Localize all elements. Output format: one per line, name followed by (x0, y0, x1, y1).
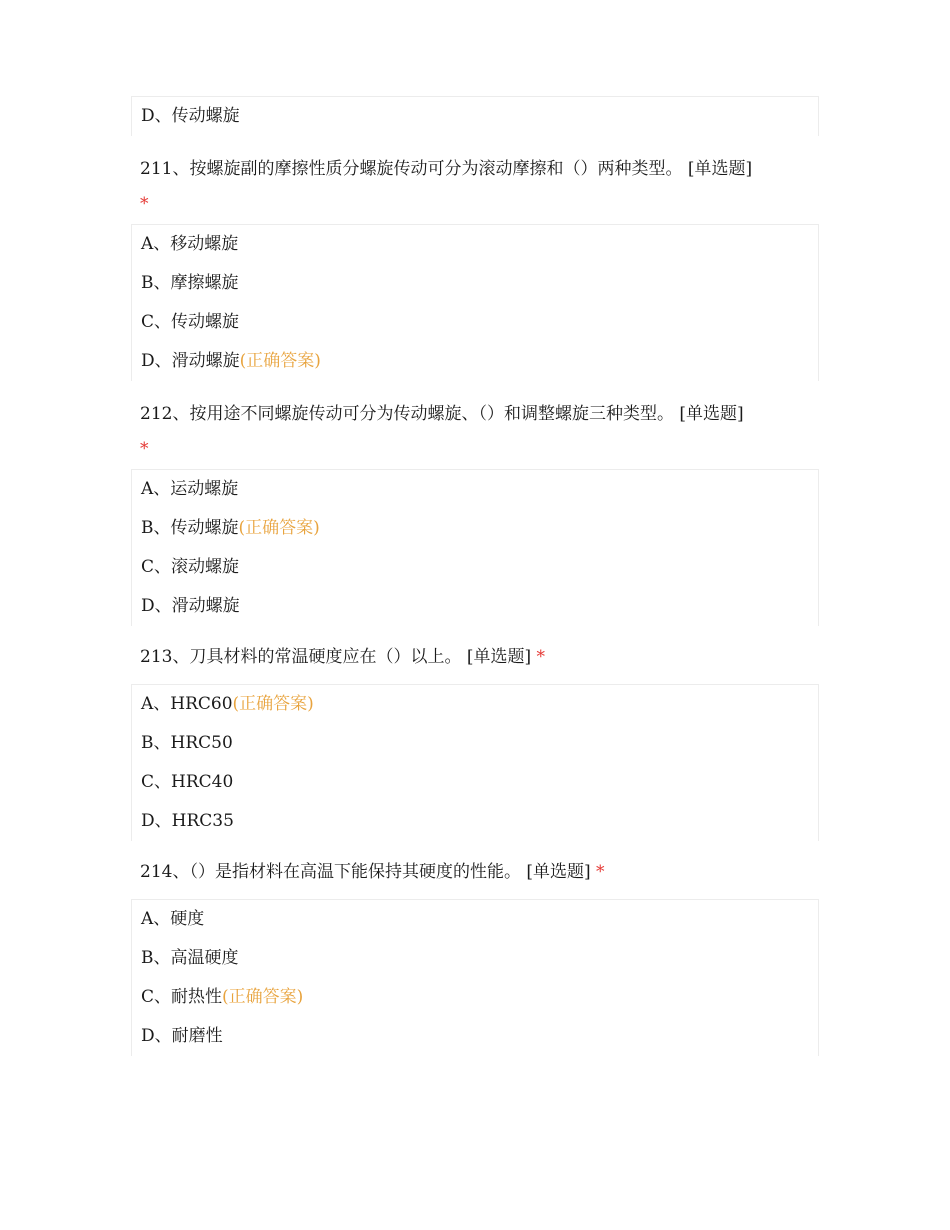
required-marker: * (596, 862, 605, 882)
options-box-214 (131, 899, 819, 1056)
option-label: D、滑动螺旋 (141, 596, 240, 616)
question-212 (131, 381, 819, 469)
option-label: B、高温硬度 (141, 948, 239, 968)
question-214 (131, 841, 819, 899)
option-212-a[interactable] (141, 470, 818, 509)
option-label: B、摩擦螺旋 (141, 273, 239, 293)
question-211 (131, 136, 819, 224)
options-box-213 (131, 684, 819, 841)
option-214-b[interactable] (141, 939, 818, 978)
option-label: C、HRC40 (141, 772, 234, 792)
correct-answer-tag: (正确答案) (222, 987, 304, 1007)
option-212-d[interactable] (141, 587, 818, 626)
option-212-b[interactable] (141, 509, 818, 548)
question-text: 211、按螺旋副的摩擦性质分螺旋传动可分为滚动摩擦和（）两种类型。 [单选题] (140, 159, 753, 179)
correct-answer-tag: (正确答案) (239, 351, 321, 371)
option-211-a[interactable] (141, 225, 818, 264)
option-212-c[interactable] (141, 548, 818, 587)
option-label: A、移动螺旋 (141, 234, 239, 254)
option-211-b[interactable] (141, 264, 818, 303)
option-213-d[interactable] (141, 802, 818, 841)
option-214-a[interactable] (141, 900, 818, 939)
question-213 (131, 626, 819, 684)
option-label: A、HRC60 (141, 694, 233, 714)
option-label: B、传动螺旋 (141, 518, 239, 538)
options-box-212 (131, 469, 819, 626)
question-text: 214、（）是指材料在高温下能保持其硬度的性能。 [单选题] (140, 862, 591, 882)
options-box-211 (131, 224, 819, 381)
question-text: 213、刀具材料的常温硬度应在（）以上。 [单选题] (140, 647, 532, 667)
correct-answer-tag: (正确答案) (232, 694, 314, 714)
option-label: C、滚动螺旋 (141, 557, 240, 577)
required-marker: * (140, 194, 149, 214)
option-213-c[interactable] (141, 763, 818, 802)
option-label: C、耐热性 (141, 987, 223, 1007)
option-label: D、HRC35 (141, 811, 234, 831)
option-label: A、硬度 (141, 909, 205, 929)
question-text: 212、按用途不同螺旋传动可分为传动螺旋、（）和调整螺旋三种类型。 [单选题] (140, 404, 744, 424)
option-label: D、耐磨性 (141, 1026, 223, 1046)
option-214-c[interactable] (141, 978, 818, 1017)
option-210-d[interactable] (141, 97, 818, 136)
option-label: D、滑动螺旋 (141, 351, 240, 371)
required-marker: * (536, 647, 546, 667)
correct-answer-tag: (正确答案) (238, 518, 320, 538)
options-box-210 (131, 96, 819, 136)
option-214-d[interactable] (141, 1017, 818, 1056)
option-211-c[interactable] (141, 303, 818, 342)
quiz-content (131, 96, 819, 1056)
option-label: D、传动螺旋 (141, 106, 240, 126)
option-label: A、运动螺旋 (141, 479, 239, 499)
option-211-d[interactable] (141, 342, 818, 381)
required-marker: * (140, 439, 149, 459)
option-label: B、HRC50 (141, 733, 233, 753)
option-213-a[interactable] (141, 685, 818, 724)
option-label: C、传动螺旋 (141, 312, 240, 332)
option-213-b[interactable] (141, 724, 818, 763)
